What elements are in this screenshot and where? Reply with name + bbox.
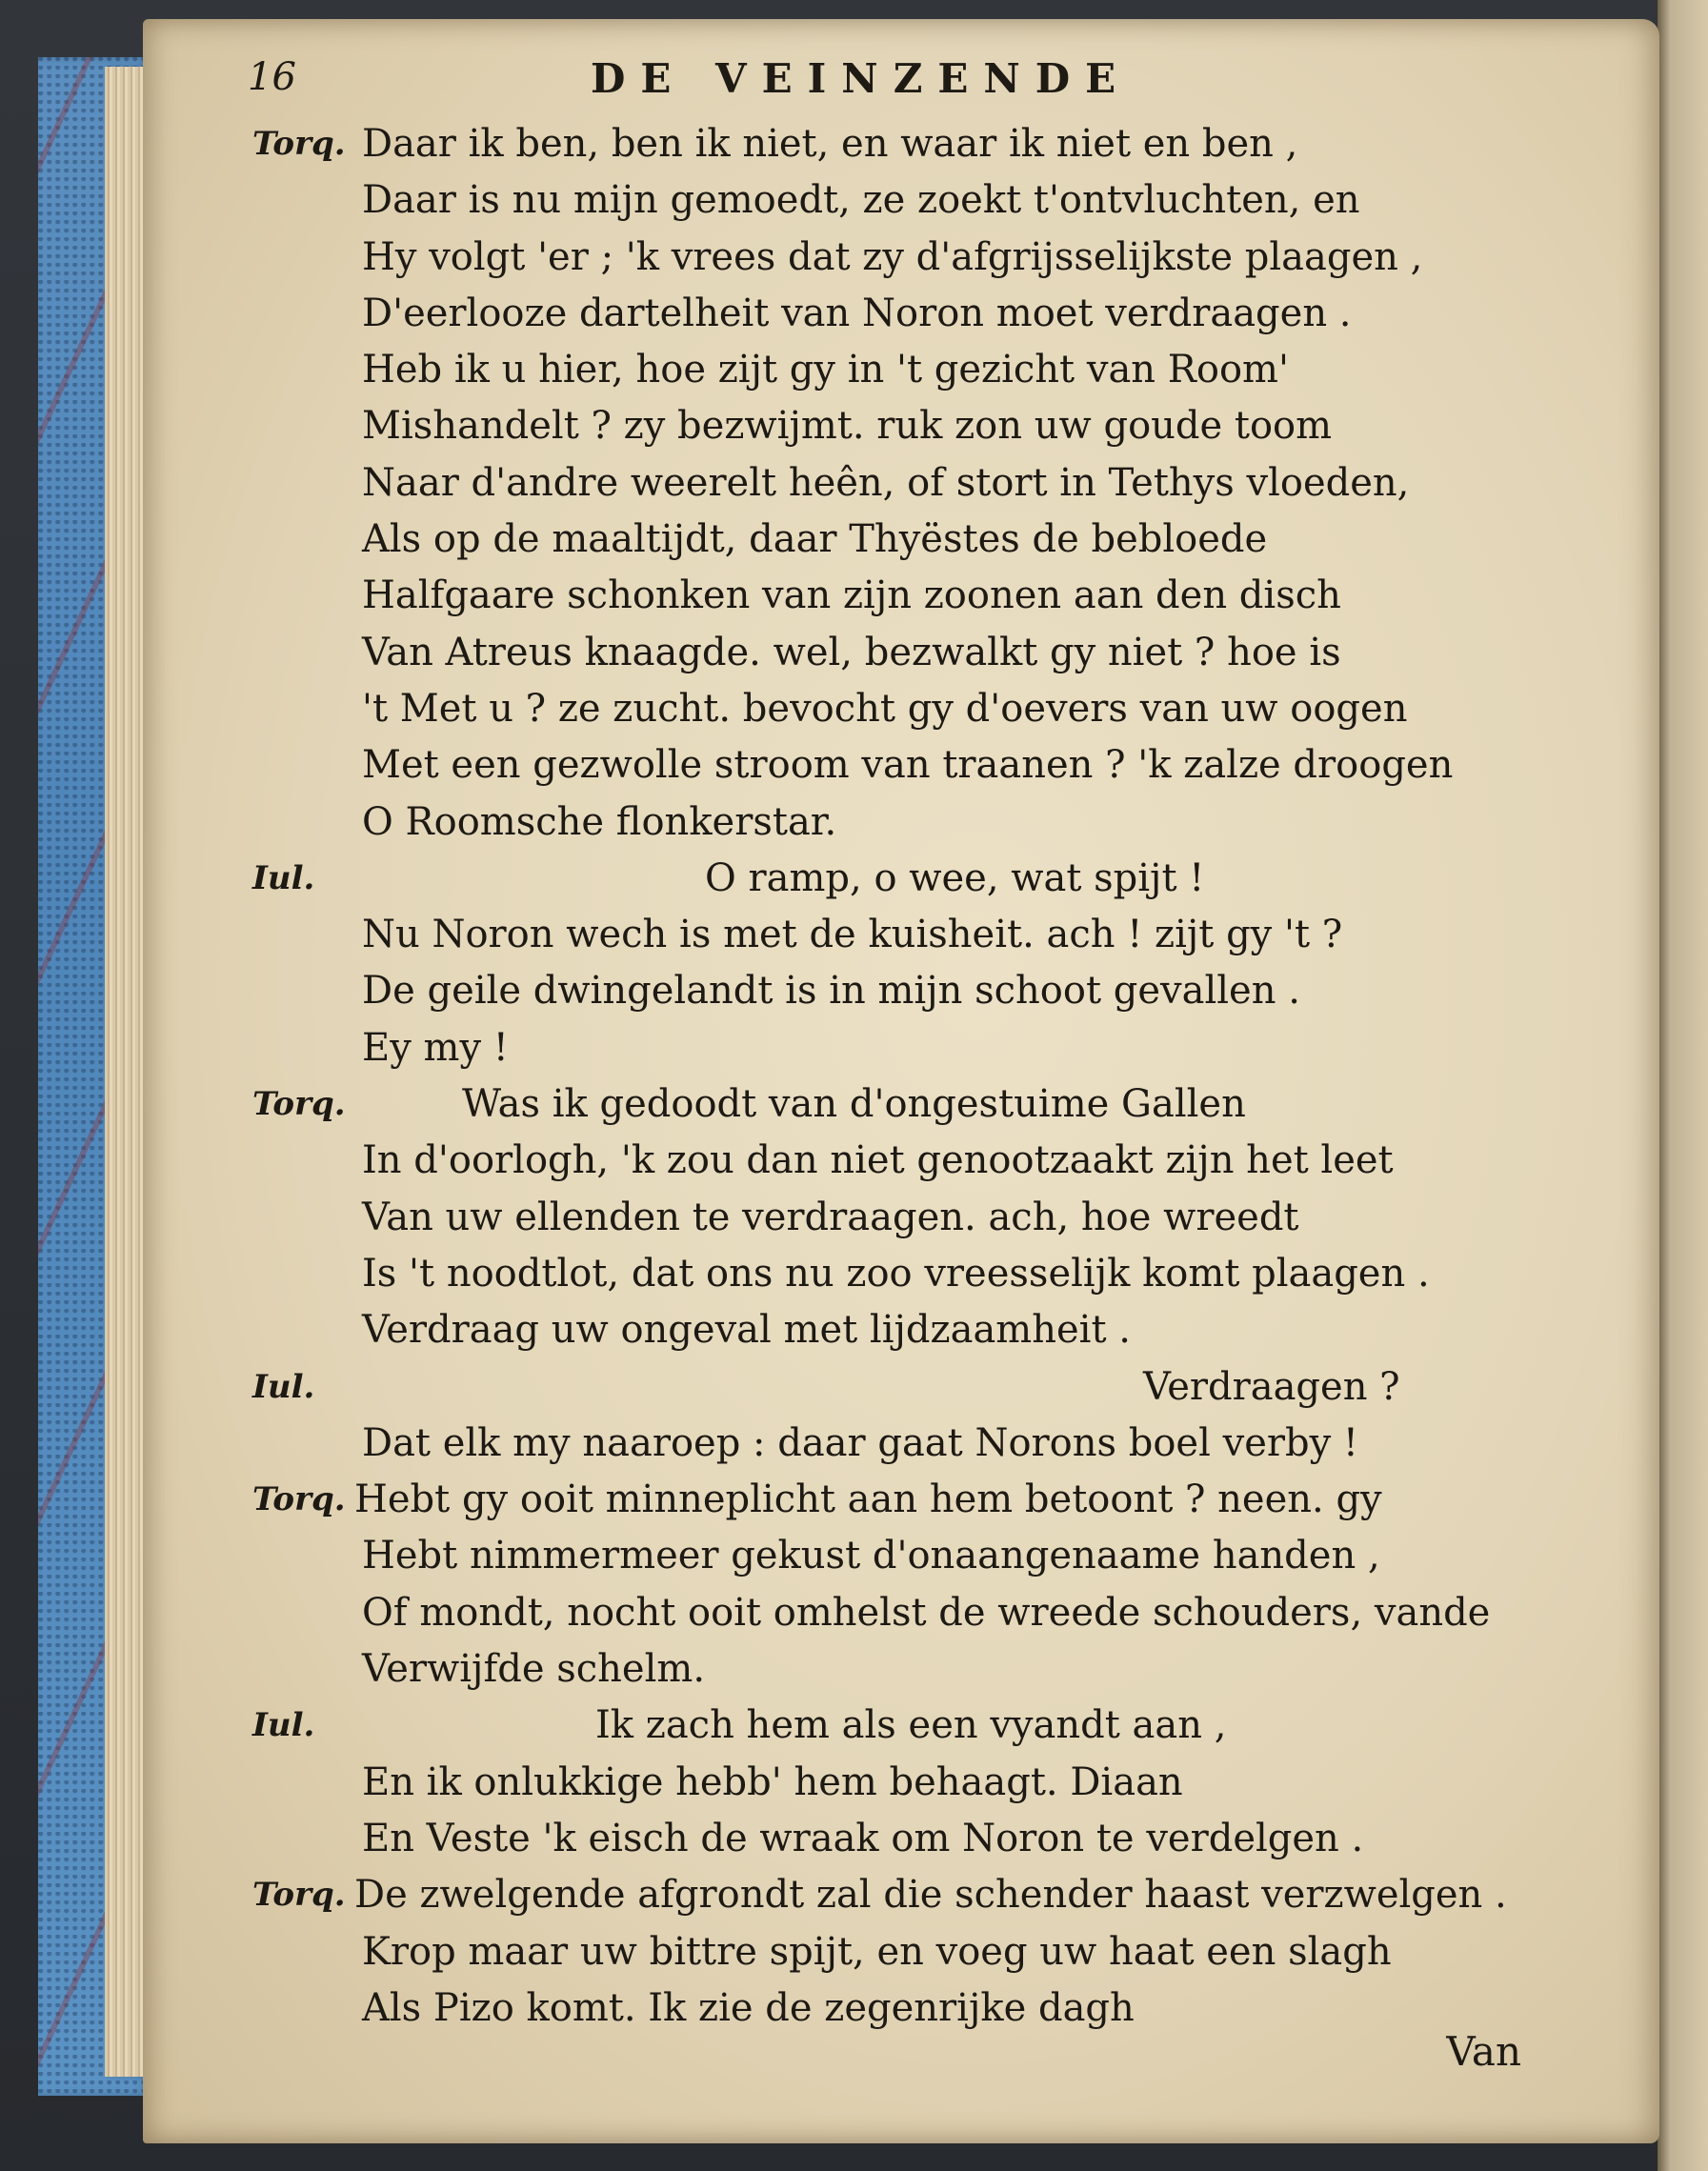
page-number: 16 [248,55,296,99]
verse-text: Krop maar uw bittre spijt, en voeg uw haat een slagh [362,1929,1392,1974]
verse-text: Hebt nimmermeer gekust d'onaangenaame handen , [362,1534,1380,1578]
speaker-label: Torq. [252,1876,346,1915]
verse-text: Heb ik u hier, hoe zijt gy in 't gezicht van Room' [362,348,1289,392]
verse-text: In d'oorlogh, 'k zou dan niet genootzaakt zijn het leet [362,1138,1394,1183]
verse-line [252,907,1510,963]
verse-text: 't Met u ? ze zucht. bevocht gy d'oevers van uw oogen [362,686,1408,731]
verse-line [252,342,1510,398]
verse-text: O Roomsche flonkerstar. [362,799,837,844]
verse-text: Halfgaare schonken van zijn zoonen aan den disch [362,573,1341,618]
verse-text: Van Atreus knaagde. wel, bezwalkt gy niet ? hoe is [362,630,1341,674]
verse-line [252,1190,1510,1246]
verse-text: En ik onlukkige hebb' hem behaagt. Diaan [362,1759,1183,1804]
verse-text: Ey my ! [362,1025,509,1070]
speaker-label: Torq. [252,1085,346,1124]
verse-text: Dat elk my naaroep : daar gaat Norons boel verby ! [362,1420,1358,1465]
speaker-label: Iul. [252,1367,315,1406]
verse-line [252,1416,1510,1472]
verse-text: Als op de maaltijdt, daar Thyëstes de bebloede [362,517,1268,562]
speaker-label: Torq. [252,125,346,163]
play-text [252,116,1510,2037]
verse-text: Als Pizo komt. Ik zie de zegenrijke dagh [362,1985,1135,2030]
speaker-label: Torq. [252,1480,346,1519]
catchword: Van [1446,2028,1521,2075]
verse-text: Hebt gy ooit minneplicht aan hem betoont ? neen. gy [354,1477,1382,1522]
verse-line [252,1641,1510,1698]
verse-line [252,681,1510,737]
verse-text: Was ik gedoodt van d'ongestuime Gallen [462,1082,1246,1127]
verse-text: Ik zach hem als een vyandt aan , [595,1703,1227,1748]
verse-line [252,1585,1510,1641]
running-head: DE VEINZENDE [591,55,1132,102]
verse-line [252,1867,1510,1923]
verse-line [252,286,1510,342]
verse-line [252,1302,1510,1358]
verse-line [252,398,1510,454]
verse-line [252,512,1510,568]
verse-text: Verdraag uw ongeval met lijdzaamheit . [362,1308,1131,1353]
verse-text: Verwijfde schelm. [362,1647,706,1692]
verse-line [252,1076,1510,1133]
verse-text: Met een gezwolle stroom van traanen ? 'k zalze droogen [362,743,1454,788]
verse-line [252,116,1510,172]
verse-line [252,568,1510,624]
verse-line [252,1472,1510,1528]
verse-line [252,1528,1510,1584]
verse-line [252,1811,1510,1867]
speaker-label: Iul. [252,1706,315,1745]
verse-text: O ramp, o wee, wat spijt ! [705,855,1205,900]
verse-line [252,172,1510,229]
verse-line [252,1246,1510,1302]
verse-line [252,455,1510,512]
verse-text: Mishandelt ? zy bezwijmt. ruk zon uw goude toom [362,404,1333,449]
verse-text: Of mondt, nocht ooit omhelst de wreede schouders, vande [362,1590,1491,1635]
verse-line [252,851,1510,907]
verse-line [252,1359,1510,1416]
verse-text: Naar d'andre weerelt heên, of stort in Tethys vloeden, [362,460,1410,505]
verse-line [252,1755,1510,1811]
verse-text: D'eerlooze dartelheit van Noron moet verdraagen . [362,291,1352,335]
verse-text: Nu Noron wech is met de kuisheit. ach ! zijt gy 't ? [362,913,1343,957]
verse-text: Daar is nu mijn gemoedt, ze zoekt t'ontvluchten, en [362,178,1360,223]
verse-text: De geile dwingelandt is in mijn schoot gevallen . [362,969,1300,1014]
verse-text: En Veste 'k eisch de wraak om Noron te verdelgen . [362,1816,1364,1860]
book-page [143,19,1659,2143]
verse-line [252,230,1510,286]
verse-text: De zwelgende afgrondt zal die schender haast verzwelgen . [354,1873,1507,1918]
verse-text: Verdraagen ? [1143,1364,1400,1409]
verse-line [252,625,1510,681]
verse-text: Is 't noodtlot, dat ons nu zoo vreesselijk komt plaagen . [362,1251,1430,1296]
verse-line [252,1924,1510,1980]
speaker-label: Iul. [252,858,315,897]
verse-text: Daar ik ben, ben ik niet, en waar ik niet en ben , [362,122,1298,166]
verse-line [252,737,1510,794]
verse-line [252,794,1510,851]
verse-line [252,963,1510,1019]
verse-line [252,1698,1510,1754]
facing-page-edge [1658,0,1708,2171]
verse-text: Van uw ellenden te verdraagen. ach, hoe wreedt [362,1195,1299,1239]
verse-line [252,1980,1510,2037]
verse-line [252,1133,1510,1189]
verse-line [252,1020,1510,1076]
verse-text: Hy volgt 'er ; 'k vrees dat zy d'afgrijsselijkste plaagen , [362,234,1423,279]
